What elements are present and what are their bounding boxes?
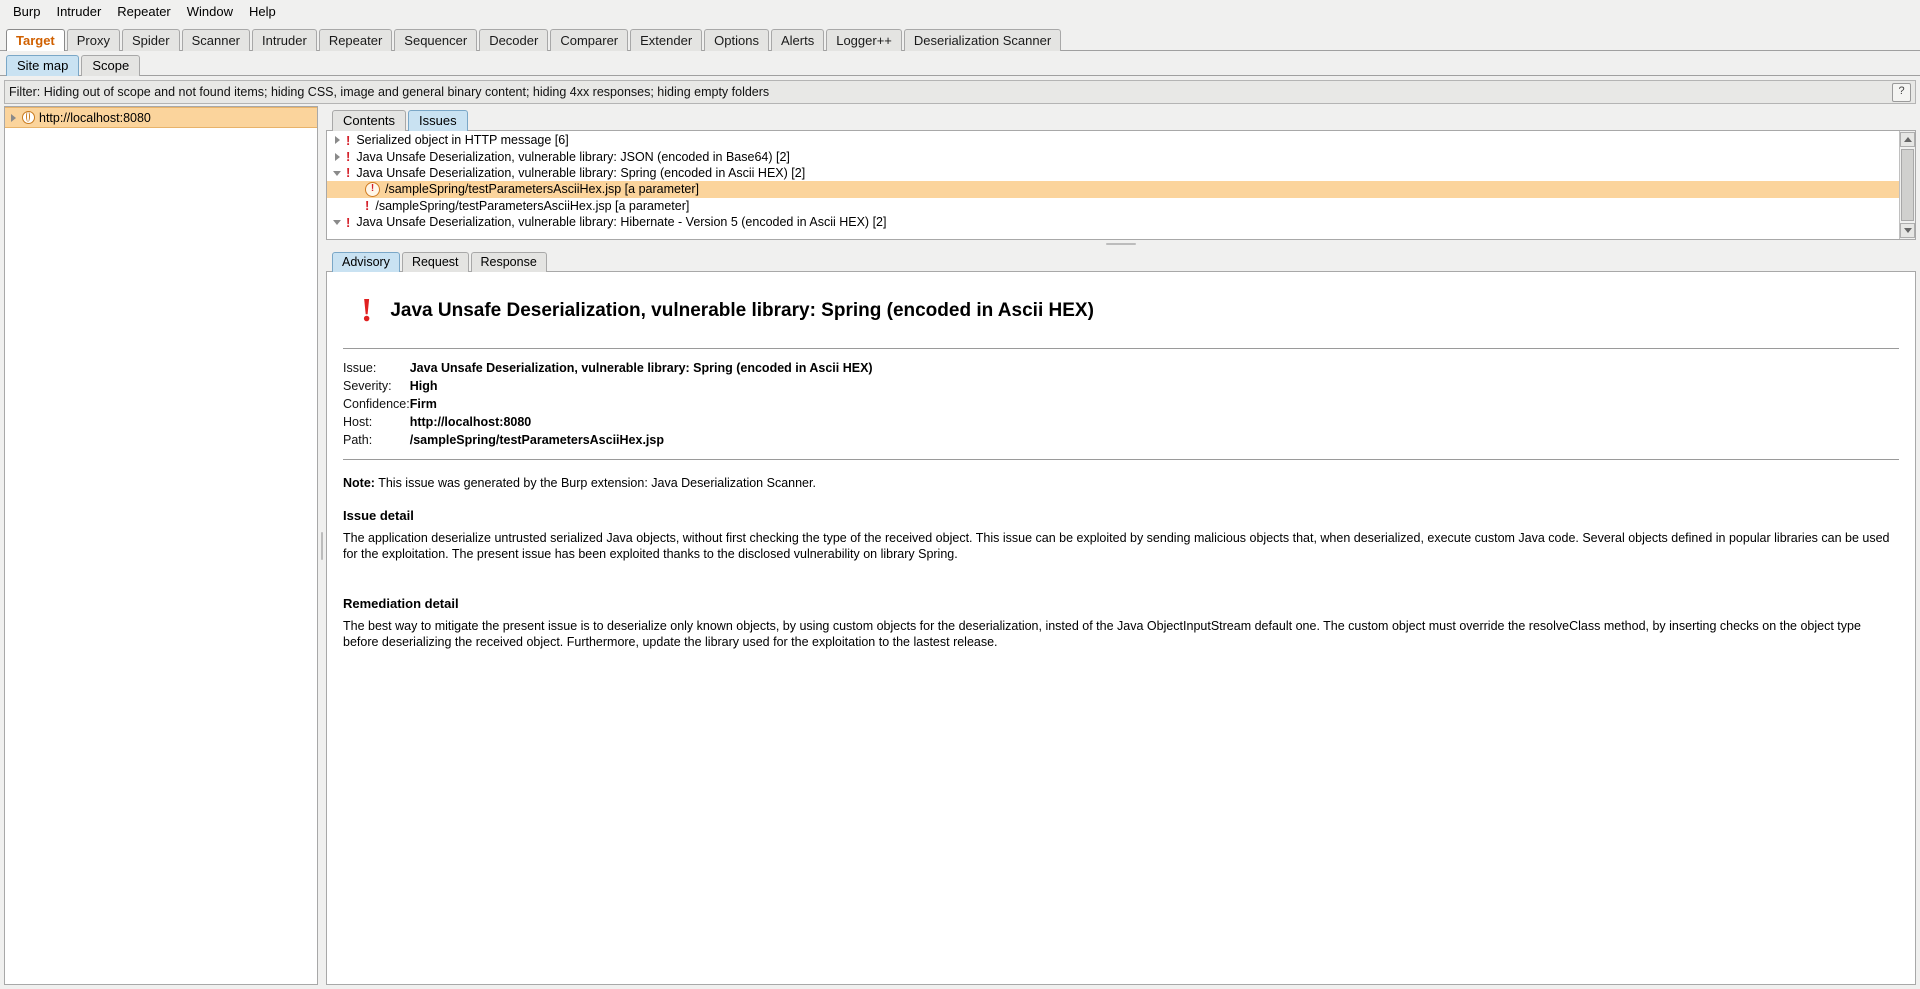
tab-options[interactable]: Options [704, 29, 769, 51]
exclamation-red-icon: ! [346, 214, 351, 230]
exclamation-red-icon: ! [346, 149, 351, 165]
tab-alerts[interactable]: Alerts [771, 29, 824, 51]
main-split [0, 106, 1920, 989]
issue-row[interactable] [327, 198, 1899, 214]
tab-scanner[interactable]: Scanner [182, 29, 250, 51]
divider [343, 459, 1899, 460]
subtab-site-map[interactable]: Site map [6, 55, 79, 76]
filter-text: Filter: Hiding out of scope and not found items; hiding CSS, image and general binary content; hiding 4xx responses; hiding empty folders [9, 85, 770, 99]
scroll-up-arrow-icon[interactable] [1900, 132, 1915, 147]
tab-sequencer[interactable]: Sequencer [394, 29, 477, 51]
advisory-field-row [343, 413, 873, 431]
filter-bar[interactable] [4, 80, 1916, 104]
subtab-contents[interactable]: Contents [332, 110, 406, 131]
tab-request[interactable]: Request [402, 252, 469, 272]
issue-label: /sampleSpring/testParametersAsciiHex.jsp [a parameter] [375, 198, 690, 213]
issue-tab-bar [326, 106, 1916, 130]
advisory-title: Java Unsafe Deserialization, vulnerable library: Spring (encoded in Ascii HEX) [390, 300, 1094, 321]
tab-repeater[interactable]: Repeater [319, 29, 392, 51]
chevron-right-icon[interactable] [9, 113, 19, 123]
field-value: Java Unsafe Deserialization, vulnerable library: Spring (encoded in Ascii HEX) [409, 361, 873, 375]
issues-scrollbar[interactable] [1899, 131, 1915, 239]
help-icon[interactable]: ? [1892, 83, 1911, 102]
advisory-note [343, 476, 1899, 490]
menu-item-repeater[interactable]: Repeater [117, 4, 171, 19]
exclamation-red-large-icon: ! [361, 292, 373, 329]
tab-deserialization-scanner[interactable]: Deserialization Scanner [904, 29, 1061, 51]
tab-response[interactable]: Response [471, 252, 547, 272]
chevron-right-icon[interactable] [333, 135, 343, 145]
chevron-down-icon[interactable] [333, 168, 343, 178]
menu-item-intruder[interactable]: Intruder [56, 4, 102, 19]
main-tab-bar [0, 24, 1920, 51]
advisory-title-row [343, 294, 1899, 328]
subtab-scope[interactable]: Scope [81, 55, 140, 76]
exclamation-red-icon: ! [346, 132, 351, 148]
advisory-content [343, 294, 1899, 650]
spacer [343, 562, 1899, 580]
advisory-field-row [343, 431, 873, 449]
issue-row[interactable] [327, 165, 1899, 181]
issue-detail-text: The application deserialize untrusted serialized Java objects, without first checking the type of the received object. This issue can be exploited by sending malicious objects that, when deserialized, execute custom Java code. Several objects defined in popular libraries can be used for the exploitation. The present issue has been exploited thanks to the disclosed vulnerability on library Spring. [343, 531, 1890, 561]
issues-list-rows [327, 131, 1899, 239]
exclamation-red-icon: ! [365, 198, 370, 214]
tab-target[interactable]: Target [6, 29, 65, 51]
advisory-field-row [343, 359, 873, 377]
advisory-note-label: Note: [343, 476, 375, 490]
field-key: Path: [343, 433, 373, 447]
scrollbar-thumb[interactable] [1901, 149, 1914, 221]
tab-advisory[interactable]: Advisory [332, 252, 400, 272]
issue-label: /sampleSpring/testParametersAsciiHex.jsp [a parameter] [385, 182, 700, 197]
advisory-field-row [343, 377, 873, 395]
tab-comparer[interactable]: Comparer [550, 29, 628, 51]
tab-extender[interactable]: Extender [630, 29, 702, 51]
menu-bar [0, 0, 1920, 24]
detail-tab-bar [326, 248, 1916, 271]
advisory-note-text: This issue was generated by the Burp extension: Java Deserialization Scanner. [374, 476, 816, 490]
advisory-fields [343, 359, 873, 449]
splitter-grip [321, 532, 323, 560]
scroll-down-arrow-icon[interactable] [1900, 223, 1915, 238]
tree-node-label: http://localhost:8080 [39, 110, 151, 125]
advisory-field-row [343, 395, 873, 413]
issue-label: Serialized object in HTTP message [6] [356, 133, 569, 148]
tab-spider[interactable]: Spider [122, 29, 180, 51]
menu-item-window[interactable]: Window [186, 4, 234, 19]
exclamation-red-icon: ! [346, 165, 351, 181]
splitter-grip [1106, 243, 1136, 245]
issue-label: Java Unsafe Deserialization, vulnerable library: Spring (encoded in Ascii HEX) [2] [356, 165, 806, 180]
advisory-pane [326, 271, 1916, 985]
menu-item-help[interactable]: Help [249, 4, 276, 19]
field-key: Severity: [343, 379, 392, 393]
menu-item-burp[interactable]: Burp [13, 4, 41, 19]
remediation-heading: Remediation detail [343, 596, 459, 611]
issues-list[interactable] [326, 130, 1916, 240]
horizontal-splitter[interactable] [326, 240, 1916, 248]
field-key: Confidence: [343, 397, 410, 411]
issue-row[interactable] [327, 132, 1899, 148]
issue-label: Java Unsafe Deserialization, vulnerable library: Hibernate - Version 5 (encoded in Ascii HEX) [2] [356, 215, 887, 230]
issue-label: Java Unsafe Deserialization, vulnerable library: JSON (encoded in Base64) [2] [356, 149, 790, 164]
tab-logger-plus-plus[interactable]: Logger++ [826, 29, 902, 51]
chevron-down-icon[interactable] [333, 217, 343, 227]
tab-intruder[interactable]: Intruder [252, 29, 317, 51]
field-value: High [409, 379, 438, 393]
chevron-right-icon[interactable] [333, 152, 343, 162]
field-value: http://localhost:8080 [409, 415, 532, 429]
field-value: Firm [409, 397, 437, 411]
tab-decoder[interactable]: Decoder [479, 29, 548, 51]
divider [343, 348, 1899, 349]
field-key: Issue: [343, 361, 377, 375]
field-key: Host: [343, 415, 373, 429]
issue-detail-heading: Issue detail [343, 508, 414, 523]
exclamation-circle-icon: ! [365, 182, 380, 197]
issue-row-selected[interactable] [327, 181, 1899, 197]
issue-row[interactable] [327, 214, 1899, 230]
tree-node-localhost[interactable] [5, 107, 317, 128]
globe-icon [22, 111, 35, 124]
issue-row[interactable] [327, 148, 1899, 164]
remediation-text: The best way to mitigate the present issue is to deserialize only known objects, by using custom objects for the deserialization, insted of the Java ObjectInputStream default one. The custom object must override the resolveClass method, by inserting checks on the object type before deserializing the received object. Furthermore, update the library used for the exploitation to the lastest release. [343, 619, 1861, 649]
vertical-splitter[interactable] [318, 106, 326, 985]
target-sub-tab-bar [0, 51, 1920, 76]
subtab-issues[interactable]: Issues [408, 110, 468, 131]
site-map-tree[interactable] [4, 106, 318, 985]
right-panel [326, 106, 1916, 985]
tab-proxy[interactable]: Proxy [67, 29, 120, 51]
field-value: /sampleSpring/testParametersAsciiHex.jsp [409, 433, 664, 447]
